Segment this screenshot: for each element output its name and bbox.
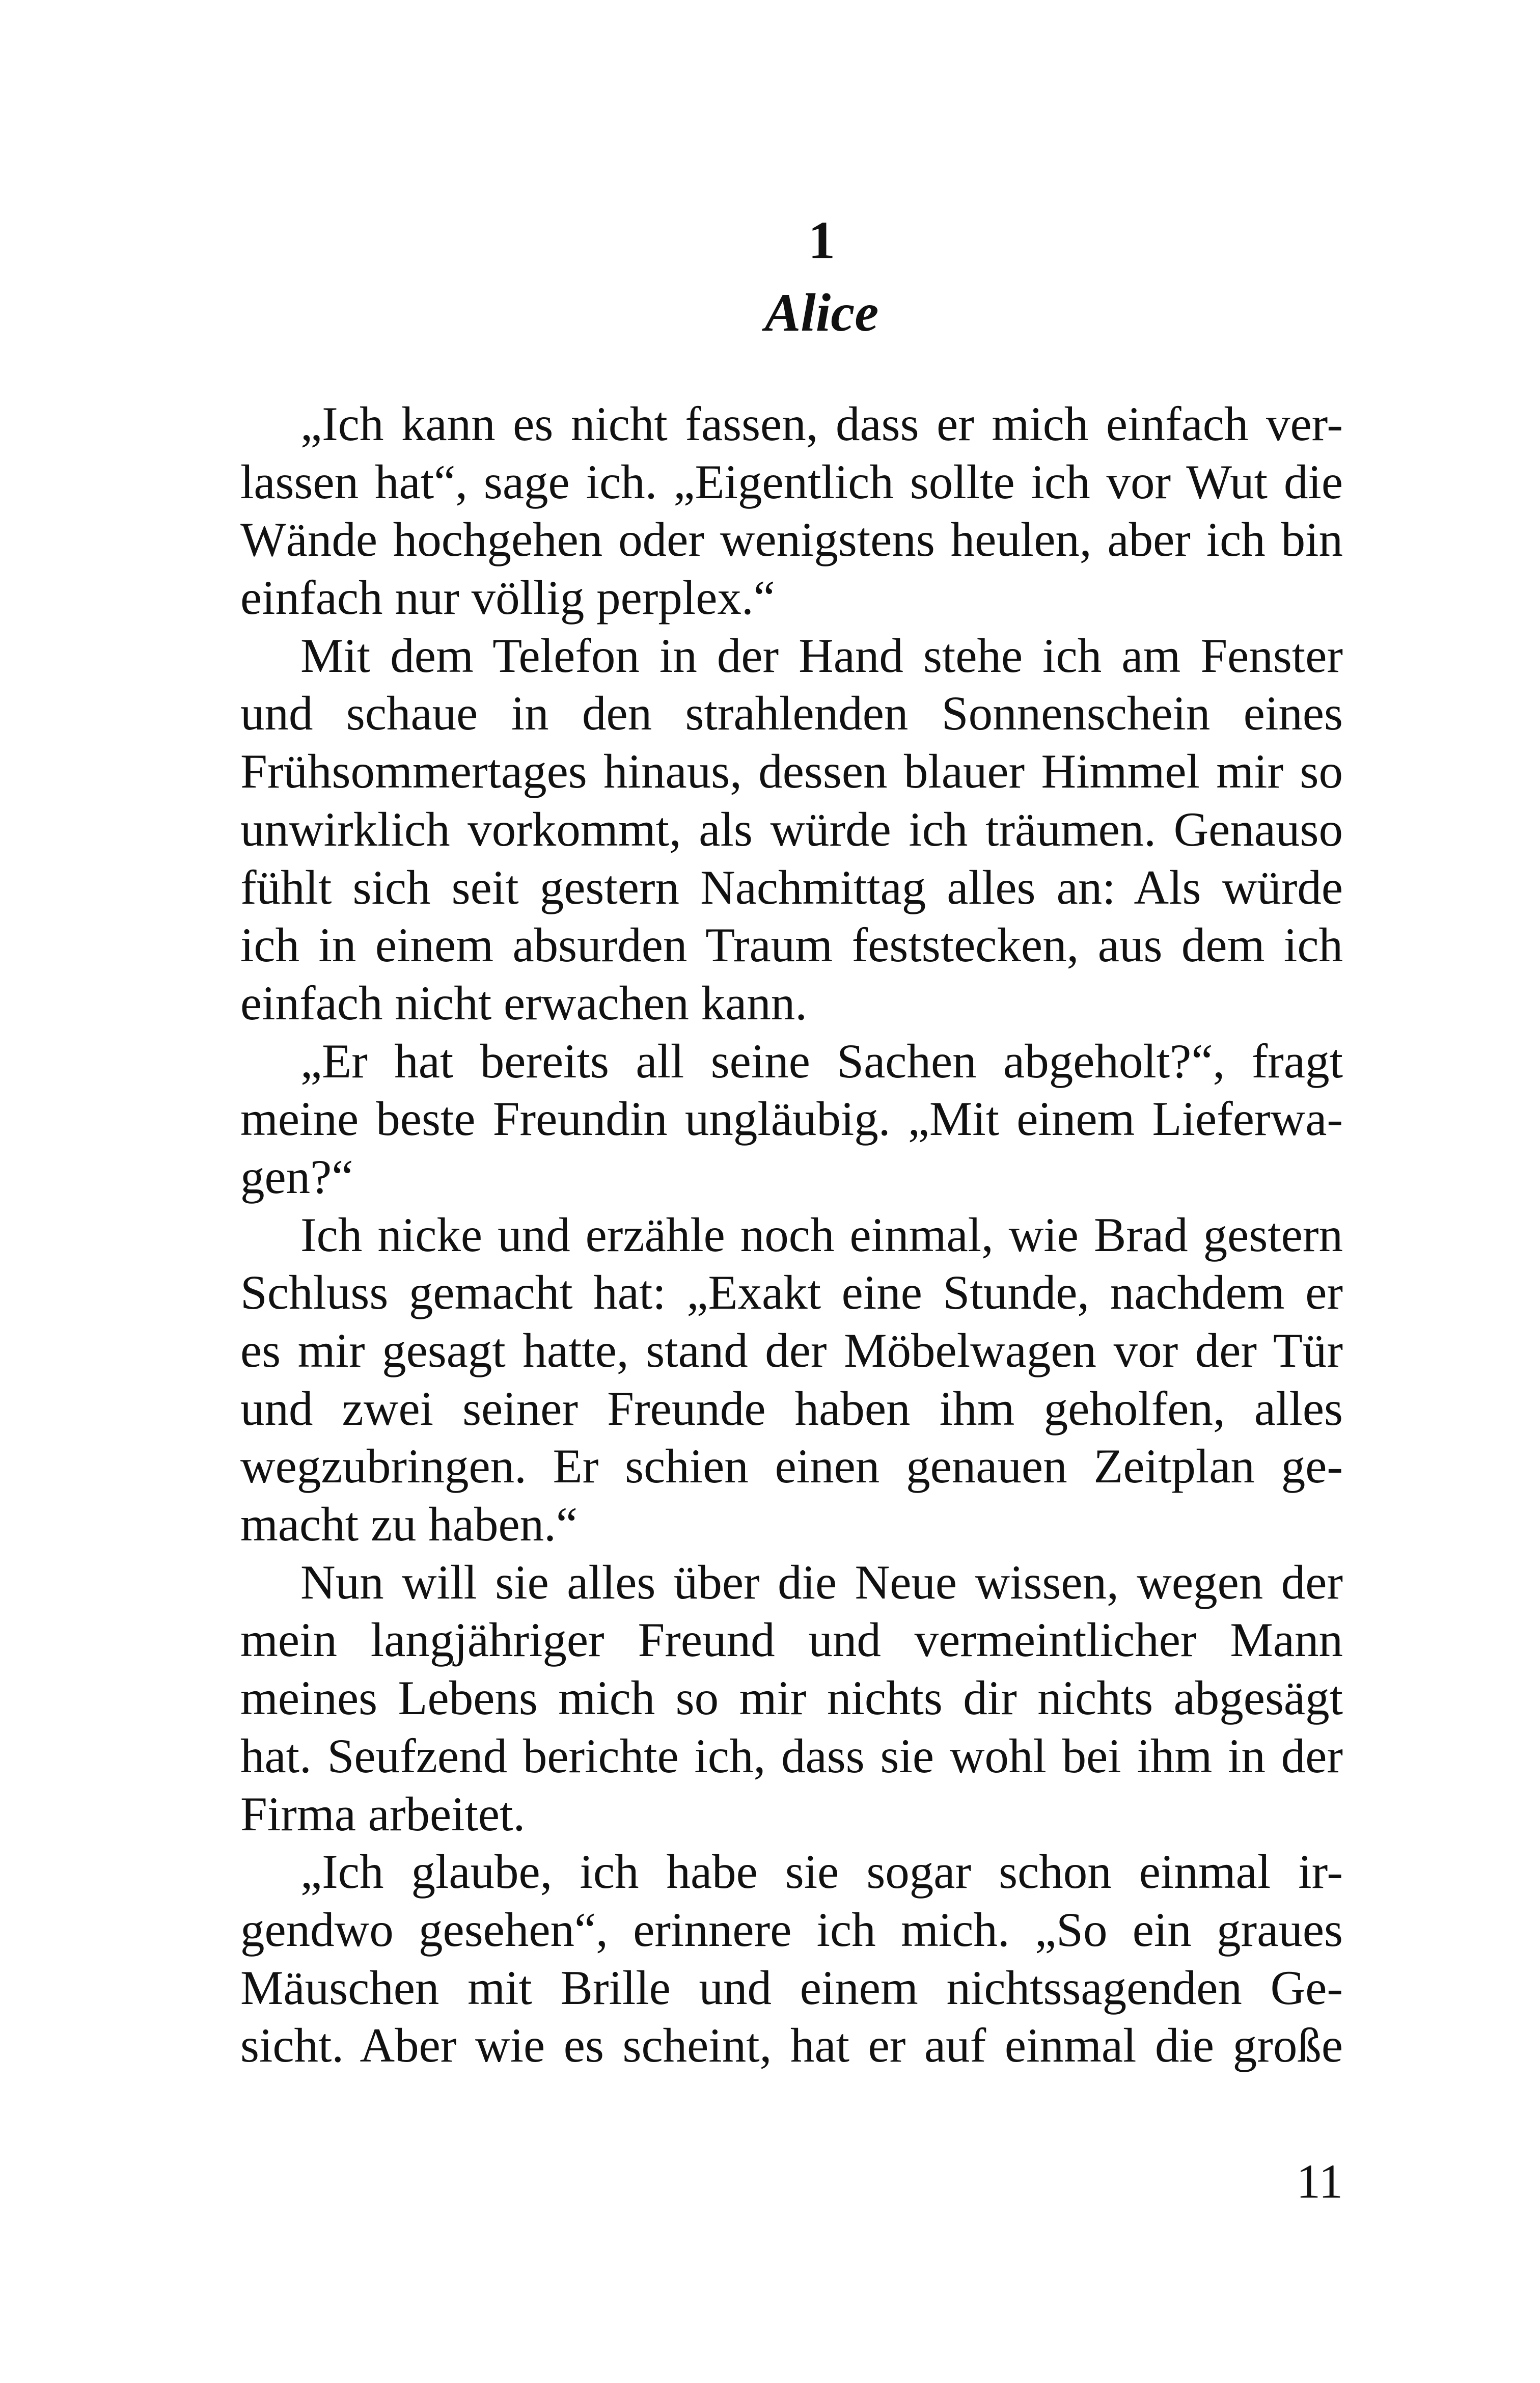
text-line: und schaue in den strahlenden Sonnenschein eines xyxy=(240,686,1343,741)
paragraph xyxy=(240,627,1343,1033)
text-line: lassen hat“, sage ich. „Eigentlich sollte ich vor Wut die xyxy=(240,454,1343,509)
text-line: meine beste Freundin ungläubig. „Mit einem Lieferwa- xyxy=(240,1092,1343,1146)
text-line: Mit dem Telefon in der Hand stehe ich am Fenster xyxy=(300,628,1343,683)
text-line: es mir gesagt hatte, stand der Möbelwagen vor der Tür xyxy=(240,1323,1343,1377)
chapter-text xyxy=(240,395,1343,2075)
text-line: wegzubringen. Er schien einen genauen Zeitplan ge- xyxy=(240,1439,1343,1494)
text-line: und zwei seiner Freunde haben ihm geholfen, alles xyxy=(240,1381,1343,1436)
paragraph xyxy=(240,1033,1343,1206)
text-line: „Ich glaube, ich habe sie sogar schon einmal ir- xyxy=(300,1845,1343,1899)
paragraph xyxy=(240,1554,1343,1843)
page-number: 11 xyxy=(1296,2154,1343,2208)
text-line: „Er hat bereits all seine Sachen abgeholt?“, fragt xyxy=(300,1034,1343,1088)
text-line: gen?“ xyxy=(240,1149,353,1204)
text-line: macht zu haben.“ xyxy=(240,1497,578,1552)
text-line: Ich nicke und erzähle noch einmal, wie Brad gestern xyxy=(300,1207,1343,1262)
text-line: einfach nur völlig perplex.“ xyxy=(240,571,775,625)
paragraph xyxy=(240,1843,1343,2075)
text-line: Nun will sie alles über die Neue wissen, wegen der xyxy=(300,1555,1343,1609)
text-line: mein langjähriger Freund und vermeintlicher Mann xyxy=(240,1613,1343,1667)
text-line: ich in einem absurden Traum feststecken, aus dem ich xyxy=(240,918,1343,972)
text-line: fühlt sich seit gestern Nachmittag alles an: Als würde xyxy=(240,860,1343,914)
text-line: einfach nicht erwachen kann. xyxy=(240,976,808,1030)
paragraph xyxy=(240,1206,1343,1554)
text-line: Frühsommertages hinaus, dessen blauer Himmel mir so xyxy=(240,744,1343,799)
text-line: Wände hochgehen oder wenigstens heulen, aber ich bin xyxy=(240,512,1343,567)
text-line: Mäuschen mit Brille und einem nichtssagenden Ge- xyxy=(240,1960,1343,2015)
text-line: Schluss gemacht hat: „Exakt eine Stunde, nachdem er xyxy=(240,1265,1343,1320)
text-line: „Ich kann es nicht fassen, dass er mich einfach ver- xyxy=(300,397,1343,451)
paragraph xyxy=(240,395,1343,627)
chapter-title: Alice xyxy=(764,283,879,342)
text-line: gendwo gesehen“, erinnere ich mich. „So ein graues xyxy=(240,1902,1343,1957)
chapter-number: 1 xyxy=(808,210,835,270)
text-line: Firma arbeitet. xyxy=(240,1786,526,1841)
text-line: hat. Seufzend berichte ich, dass sie wohl bei ihm in der xyxy=(240,1728,1343,1783)
text-line: unwirklich vorkommt, als würde ich träumen. Genauso xyxy=(240,802,1343,856)
text-line: sicht. Aber wie es scheint, hat er auf einmal die große xyxy=(240,2018,1343,2073)
text-line: meines Lebens mich so mir nichts dir nichts abgesägt xyxy=(240,1671,1343,1725)
